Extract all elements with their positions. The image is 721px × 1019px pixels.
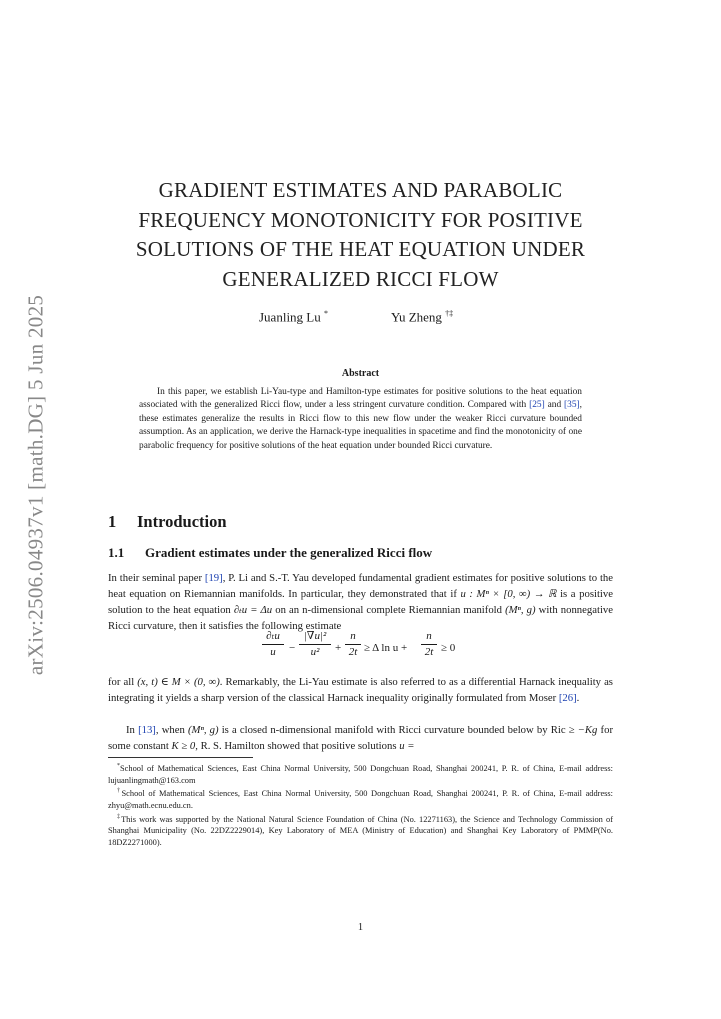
operator: ≥ Δ ln u + [364, 642, 408, 654]
abstract-heading: Abstract [341, 368, 380, 379]
paper-title [108, 176, 613, 294]
footnote [108, 786, 613, 811]
fraction [299, 630, 331, 659]
body-text: . [576, 692, 580, 704]
section-title: Introduction [137, 512, 227, 531]
fraction [262, 630, 284, 659]
inline-math: u = [399, 740, 415, 752]
numerator: n [350, 630, 356, 642]
inline-math: (Mⁿ, g) [188, 724, 219, 736]
inline-math: (x, t) ∈ M × (0, ∞) [137, 676, 220, 688]
title-line: SOLUTIONS OF THE HEAT EQUATION UNDER [135, 237, 586, 261]
author-name: Juanling Lu [259, 309, 321, 325]
fraction-bar [262, 644, 284, 645]
body-text: is a closed n-dimensional manifold with Ricci curvature bounded below by Ric ≥ [218, 724, 578, 736]
author-footnote-mark: †‡ [445, 309, 454, 318]
citation-link[interactable]: [13] [138, 724, 156, 736]
footnote-text: This work was supported by the National Natural Science Foundation of China (No. 12271163), the Science and Technology Commission of Shanghai Municipality (No. 22DZ2229014), Key Laboratory of MEA (Ministry of Education) and Shanghai Key Laboratory of PMMP(No. 18DZ2271000). [108, 814, 613, 848]
body-text: In [126, 724, 139, 736]
intro-paragraph-2 [108, 674, 613, 706]
body-text: , P. Li and S.-T. Yau developed fundamental gradient estimates for positive solutions to the heat equation on Riemannian manifolds. In particular, they demonstrated that if [108, 572, 613, 600]
fraction-bar [345, 644, 361, 645]
inline-math: K ≥ 0 [171, 740, 196, 752]
title-line: GRADIENT ESTIMATES AND PARABOLIC [158, 178, 563, 202]
operator: − [289, 642, 296, 654]
author-footnote-mark: * [324, 309, 328, 318]
footnote-mark: ‡ [117, 813, 122, 820]
citation-link[interactable]: [26] [558, 692, 577, 704]
footnote [108, 812, 613, 849]
author-name: Yu Zheng [391, 309, 442, 325]
section-heading [108, 512, 227, 532]
inline-math: ∂ₜu = Δu [233, 604, 273, 616]
body-text: with nonnegative Ricci curvature, then it satisfies the following estimate [108, 604, 614, 632]
body-text: for all [108, 676, 138, 688]
body-text: . Remarkably, the Li-Yau estimate is also referred to as a differential Harnack inequality as integrating it yields a sharp version of the classical Harnack inequality originally formulated from Moser [108, 676, 613, 704]
denominator: 2t [348, 646, 358, 658]
numerator: n [426, 630, 432, 642]
abstract-text: and [544, 400, 565, 411]
operator: ≥ 0 [441, 642, 456, 654]
footnote-rule [108, 757, 253, 758]
title-line: GENERALIZED RICCI FLOW [222, 266, 499, 291]
numerator: ∂ₜu [266, 630, 280, 642]
denominator: u [270, 646, 276, 658]
arxiv-sidebar-stamp [16, 290, 56, 680]
footnote-mark: † [117, 788, 122, 795]
fraction [421, 630, 437, 659]
subsection-title: Gradient estimates under the generalized Ricci flow [145, 545, 433, 560]
numerator: |∇u|² [303, 630, 327, 642]
body-text: is a positive solution to the heat equation [108, 588, 613, 616]
citation-link[interactable]: [25] [529, 400, 545, 411]
footnote-text: School of Mathematical Sciences, East China Normal University, 500 Dongchuan Road, Shanghai 200241, P. R. of China, E-mail address: lujuanlingmath@163.com [108, 763, 613, 785]
footnote-mark: * [117, 763, 120, 769]
citation-link[interactable]: [35] [564, 400, 580, 411]
inline-math: −Kg [577, 724, 598, 736]
intro-paragraph-3 [108, 722, 613, 754]
citation-link[interactable]: [19] [204, 572, 223, 584]
arxiv-identifier: arXiv:2506.04937v1 [math.DG] 5 Jun 2025 [23, 294, 48, 676]
operator: + [335, 642, 342, 654]
body-text: for some constant [108, 724, 614, 752]
inline-math: u : Mⁿ × [0, ∞) → ℝ [460, 588, 557, 600]
body-text: In their seminal paper [108, 572, 205, 584]
author-lu [259, 309, 328, 325]
denominator: 2t [424, 646, 434, 658]
abstract-text: , these estimates generalize the results in Ricci flow to this new flow under the weaker Ricci curvature bounded assumption. As an application, we derive the Harnack-type inequalities in spacetime and find the monotonicity of one parabolic frequency for positive solutions of the heat equation under bounded Ricci curvature. [139, 400, 582, 451]
denominator: u² [310, 646, 320, 658]
footnotes [108, 761, 613, 849]
footnote-text: School of Mathematical Sciences, East China Normal University, 500 Dongchuan Road, Shanghai 200241, P. R. of China, E-mail address: zhyu@math.ecnu.edu.cn. [108, 789, 614, 810]
subsection-heading [108, 545, 432, 561]
fraction [345, 630, 361, 659]
body-text: , when [155, 724, 188, 736]
fraction-bar [421, 644, 437, 645]
footnote [108, 761, 613, 786]
page-number: 1 [357, 922, 364, 933]
body-text: on an n-dimensional complete Riemannian manifold [272, 604, 506, 616]
abstract-body [139, 386, 582, 453]
intro-paragraph-1 [108, 570, 613, 634]
subsection-number: 1.1 [108, 545, 125, 560]
section-number: 1 [108, 512, 117, 531]
inline-math: (Mⁿ, g) [505, 604, 536, 616]
body-text: , R. S. Hamilton showed that positive solutions [195, 740, 400, 752]
fraction-bar [299, 644, 331, 645]
author-zheng [391, 309, 453, 325]
title-line: FREQUENCY MONOTONICITY FOR POSITIVE [138, 207, 583, 232]
abstract-text: In this paper, we establish Li-Yau-type and Hamilton-type estimates for positive solutions to the heat equation associated with the generalized Ricci flow, under a less stringent curvature condition. Compared with [139, 387, 582, 411]
li-yau-equation [0, 630, 721, 670]
